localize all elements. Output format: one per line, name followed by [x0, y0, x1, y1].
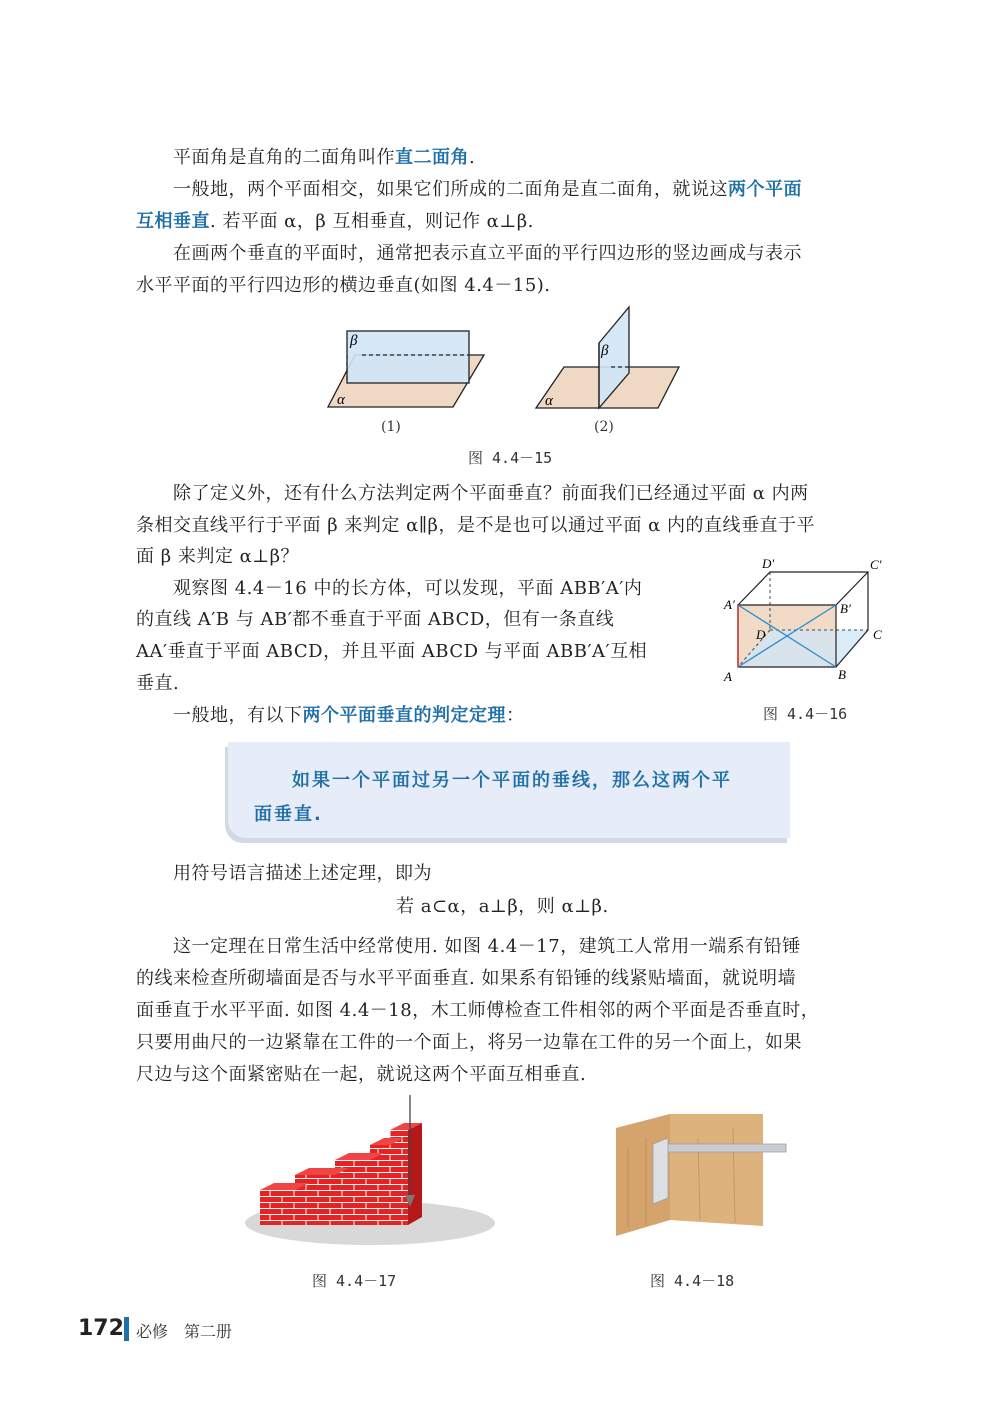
paragraph-1: 平面角是直角的二面角叫作直二面角.	[173, 147, 476, 168]
label-C: C	[873, 627, 882, 642]
paragraph-5-line-4: 垂直.	[136, 673, 180, 694]
beta-label: β	[601, 343, 609, 359]
paragraph-4-line-2: 条相交直线平行于平面 β 来判定 α∥β，是不是也可以通过平面 α 内的直线垂直于平	[136, 515, 816, 536]
beta-label: β	[350, 333, 358, 349]
footer-accent-bar	[124, 1317, 129, 1341]
paragraph-6: 一般地，有以下两个平面垂直的判定定理：	[173, 705, 525, 726]
paragraph-8-line-5: 尺边与这个面紧密贴在一起，就说这两个平面互相垂直.	[136, 1064, 587, 1085]
paragraph-3-line-2: 水平平面的平行四边形的横边垂直(如图 4.4－15).	[136, 275, 551, 296]
theorem-line-2: 面垂直.	[254, 804, 323, 825]
book-title: 必修 第二册	[136, 1322, 233, 1341]
beta-plane	[347, 331, 469, 383]
paragraph-4-line-3: 面 β 来判定 α⊥β？	[136, 546, 300, 567]
label-A1: A′	[724, 597, 735, 612]
page-number: 172	[78, 1316, 124, 1341]
label-C1: C′	[870, 557, 882, 572]
label-B1: B′	[840, 601, 851, 616]
theorem-box	[228, 742, 790, 838]
theorem-line-1: 如果一个平面过另一个平面的垂线，那么这两个平	[292, 770, 732, 791]
paragraph-2-line-2: 互相垂直. 若平面 α，β 互相垂直，则记作 α⊥β.	[136, 211, 534, 232]
symbolic-formula: 若 a⊂α，a⊥β，则 α⊥β.	[396, 896, 609, 917]
figure-4-4-15-caption: 图 4.4－15	[468, 449, 553, 467]
paragraph-5-line-2: 的直线 A′B 与 AB′都不垂直于平面 ABCD，但有一条直线	[136, 609, 615, 630]
label-A: A	[724, 669, 732, 684]
paragraph-5-line-1: 观察图 4.4－16 中的长方体，可以发现，平面 ABB′A′内	[173, 578, 643, 599]
figure-4-4-16-caption: 图 4.4－16	[763, 705, 848, 723]
paragraph-5-line-3: AA′垂直于平面 ABCD，并且平面 ABCD 与平面 ABB′A′互相	[136, 641, 648, 662]
label-D: D	[756, 627, 766, 642]
paragraph-2-line-1: 一般地，两个平面相交，如果它们所成的二面角是直二面角，就说这两个平面	[173, 179, 802, 200]
figure-4-4-17-brick-wall	[240, 1095, 480, 1250]
alpha-label: α	[337, 392, 345, 408]
square-blade	[653, 1144, 786, 1152]
figure-4-4-18-wood-square	[608, 1108, 808, 1243]
paragraph-8-line-1: 这一定理在日常生活中经常使用. 如图 4.4－17，建筑工人常用一端系有铅锤	[173, 936, 801, 957]
label-D1: D′	[762, 556, 775, 571]
figure-4-4-15-diagram-1	[325, 328, 490, 413]
figure-4-4-18-caption: 图 4.4－18	[650, 1272, 735, 1290]
paragraph-4-line-1: 除了定义外，还有什么方法判定两个平面垂直？前面我们已经通过平面 α 内两	[173, 483, 809, 504]
paragraph-3-line-1: 在画两个垂直的平面时，通常把表示直立平面的平行四边形的竖边画成与表示	[173, 243, 802, 264]
figure-4-4-15-diagram-2	[533, 305, 683, 413]
wood-side	[670, 1114, 763, 1226]
figure-4-4-15-sub-2: (2)	[594, 419, 614, 435]
paragraph-8-line-4: 只要用曲尺的一边紧靠在工件的一个面上，将另一边靠在工件的另一个面上，如果	[136, 1032, 802, 1053]
paragraph-8-line-3: 面垂直于水平平面. 如图 4.4－18，木工师傅检查工件相邻的两个平面是否垂直时，	[136, 1000, 820, 1021]
square-stock	[653, 1138, 668, 1204]
alpha-label: α	[545, 393, 553, 409]
term-right-dihedral-angle: 直二面角	[395, 147, 469, 168]
paragraph-7-line-1: 用符号语言描述上述定理，即为	[173, 863, 432, 884]
term-plane-perpendicular-theorem: 两个平面垂直的判定定理	[302, 705, 506, 726]
figure-4-4-17-caption: 图 4.4－17	[312, 1272, 397, 1290]
label-B: B	[838, 667, 846, 682]
paragraph-8-line-2: 的线来检查所砌墙面是否与水平平面垂直. 如果系有铅锤的线紧贴墙面，就说明墙	[136, 968, 796, 989]
figure-4-4-16-cuboid	[720, 555, 900, 685]
figure-4-4-15-sub-1: (1)	[381, 419, 401, 435]
